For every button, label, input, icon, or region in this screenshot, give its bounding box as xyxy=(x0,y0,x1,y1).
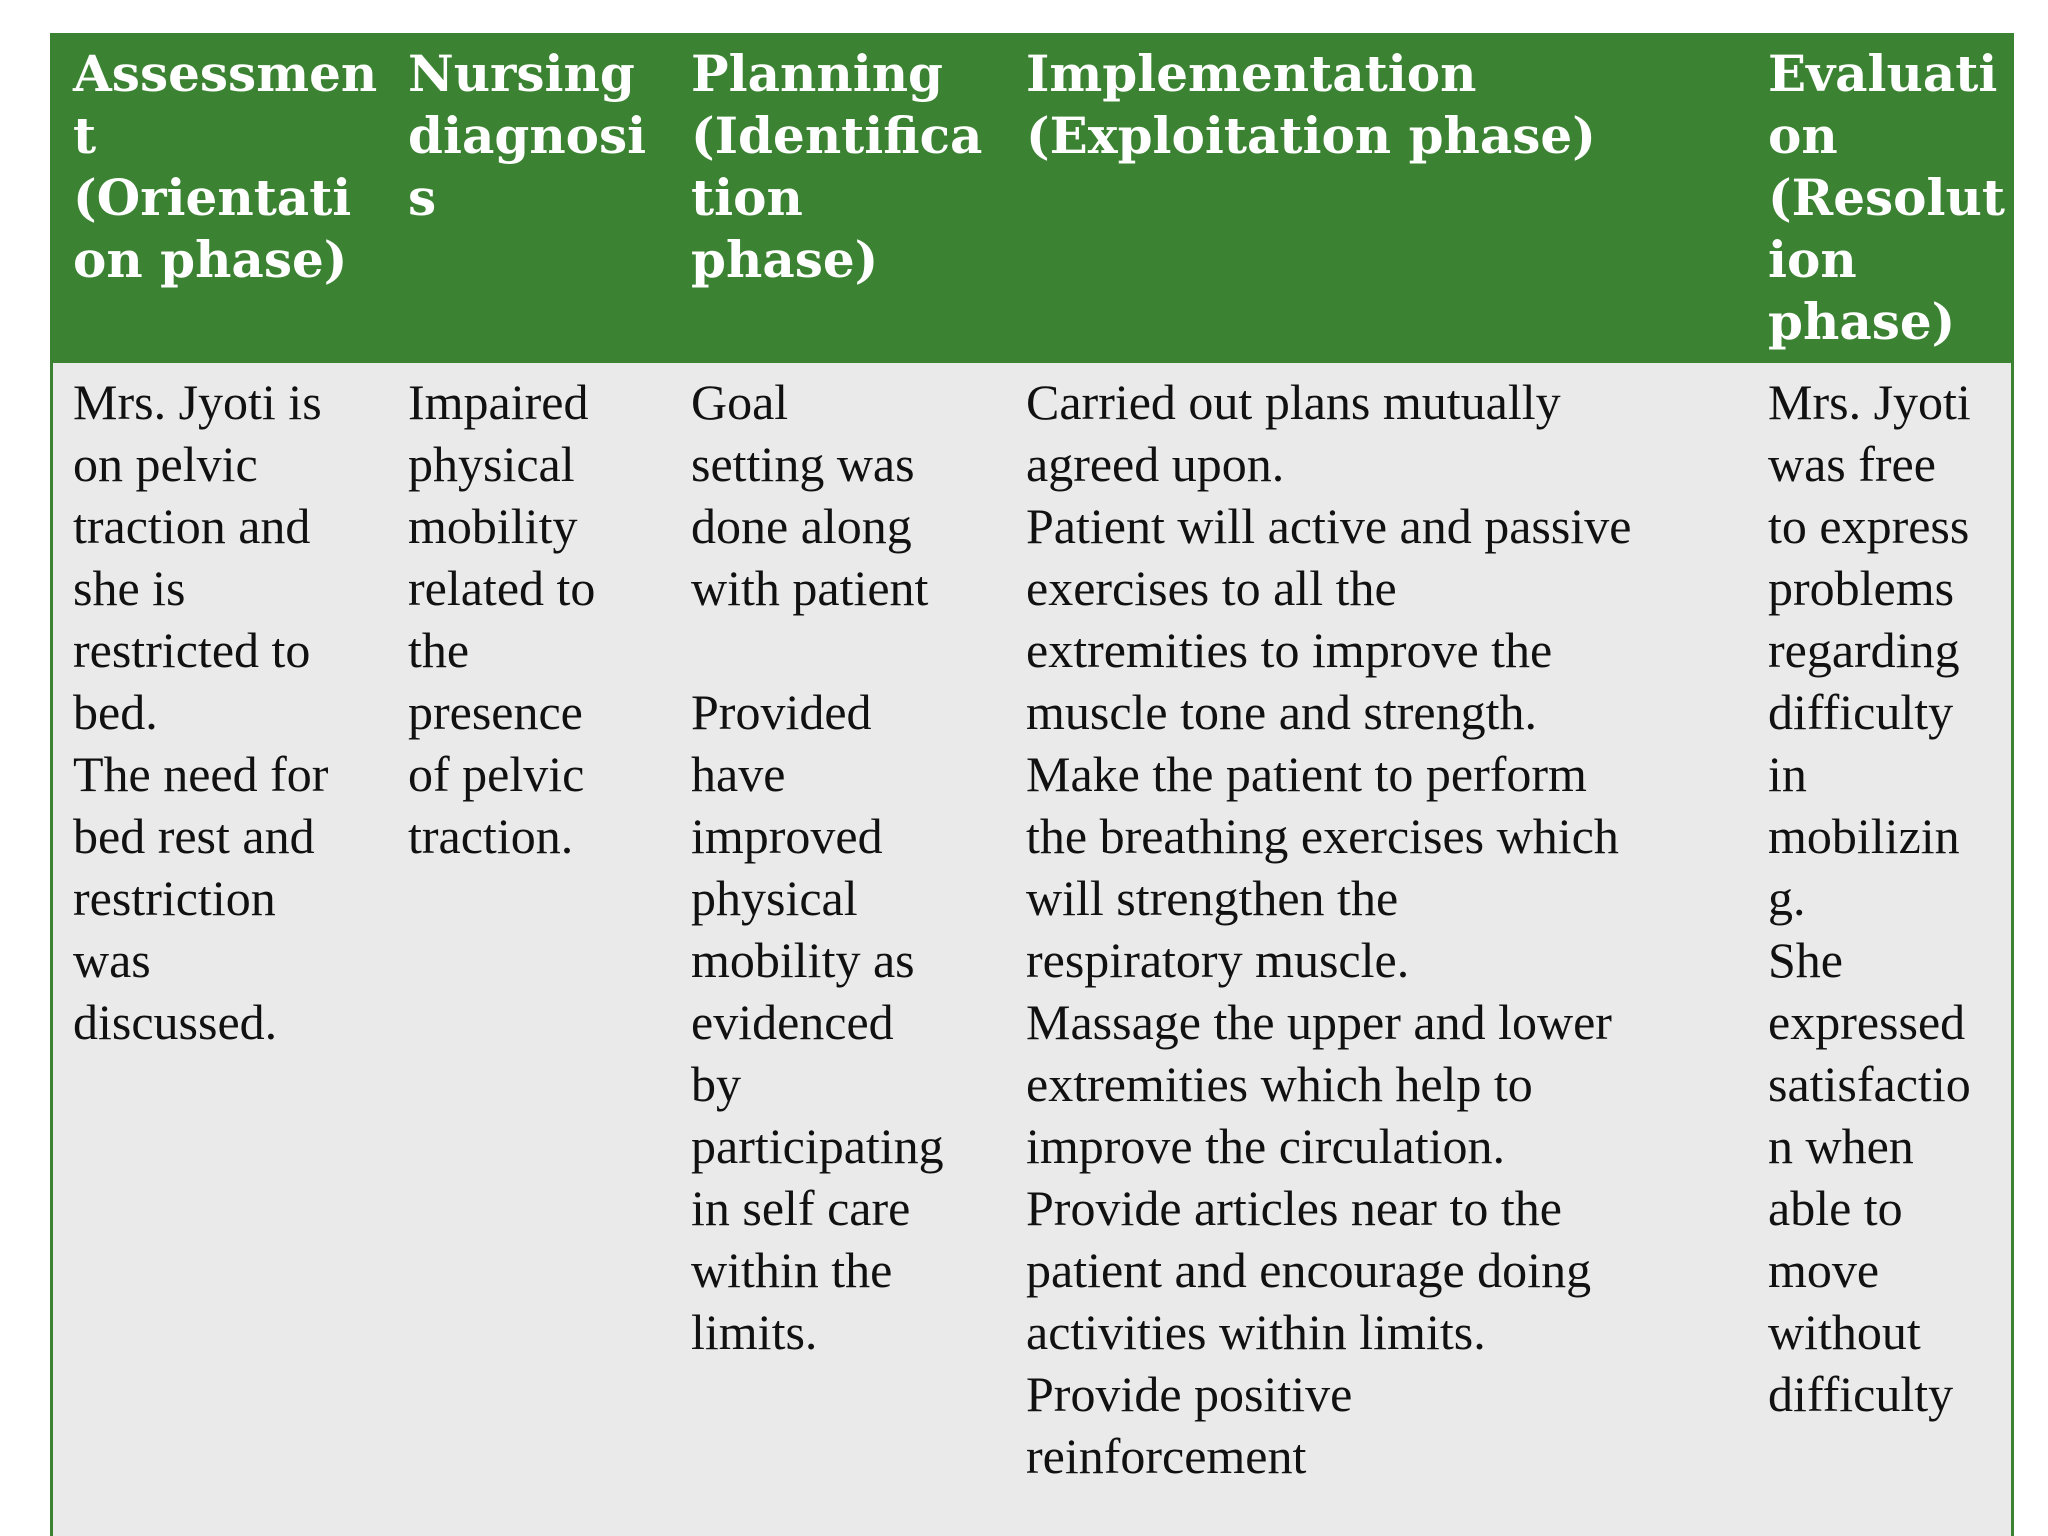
cell-assessment: Mrs. Jyoti is on pelvic traction and she is restricted to bed. The need for bed rest and restriction was discussed. xyxy=(73,374,329,1050)
cell-evaluation: Mrs. Jyoti was free to express problems regarding difficulty in mobilizin g. She expressed satisfactio n when able to move without difficulty xyxy=(1768,374,1971,1422)
header-evaluation: Evaluati on (Resolut ion phase) xyxy=(1768,44,2005,351)
nursing-process-table xyxy=(50,33,2014,1536)
header-assessment: Assessmen t (Orientati on phase) xyxy=(73,44,378,289)
cell-implementation: Carried out plans mutually agreed upon. Patient will active and passive exercises to all the extremities to improve the muscle tone and strength. Make the patient to perform the breathing exercises which will strengthen the respiratory muscle. Massage the upper and lower extremities which help to improve the circulation. Provide articles near to the patient and encourage doing activities within limits. Provide positive reinforcement xyxy=(1026,374,1632,1484)
cell-planning: Goal setting was done along with patient Provided have improved physical mobility as evidenced by participating in self care within the limits. xyxy=(691,374,944,1360)
header-planning: Planning (Identifica tion phase) xyxy=(691,44,983,289)
header-implementation: Implementation (Exploitation phase) xyxy=(1026,44,1596,165)
header-nursing-diagnosis: Nursing diagnosi s xyxy=(408,44,647,227)
cell-nursing-diagnosis: Impaired physical mobility related to the presence of pelvic traction. xyxy=(408,374,596,864)
